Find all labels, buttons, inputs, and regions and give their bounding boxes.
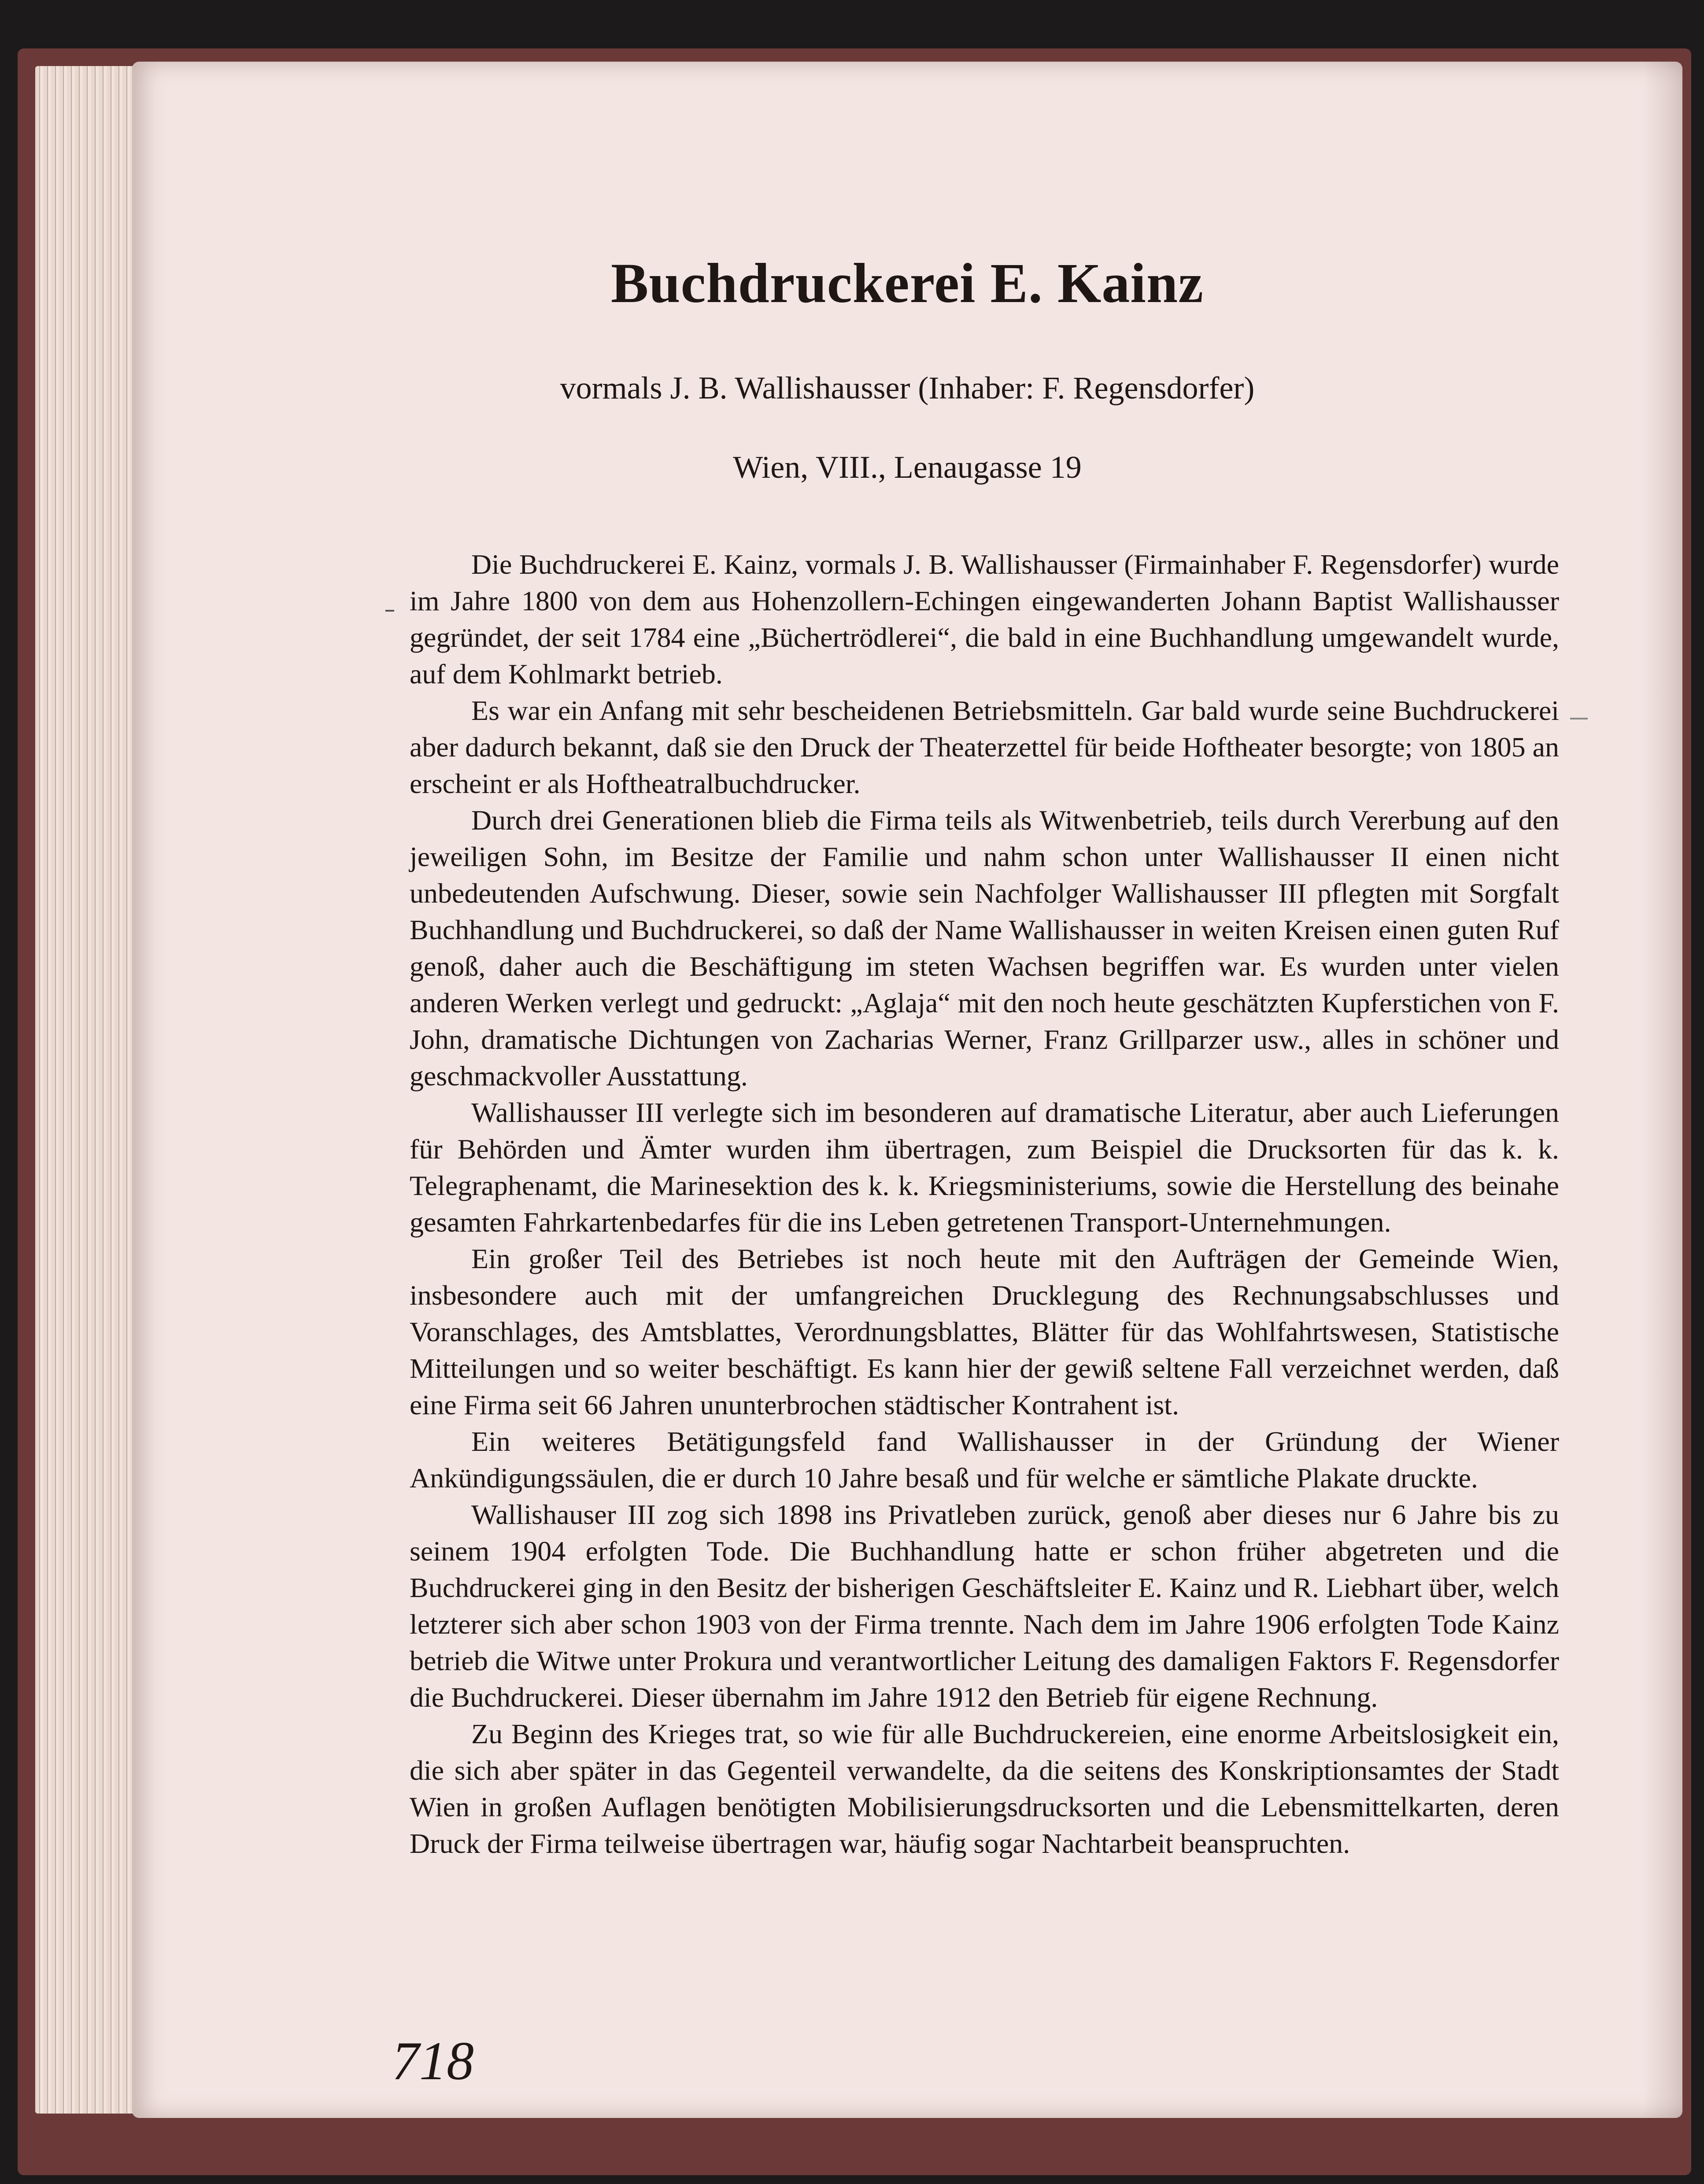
paragraph: Wallishauser III zog sich 1898 ins Privatleben zurück, genoß aber dieses nur 6 Jahre bis zu seinem 1904 erfolgten Tode. Die Buchhandlung hatte er schon früher abgetreten und die Buchdruckerei ging in den Besitz der bisherigen Geschäftsleiter E. Kainz und R. Liebhart über, welch letzterer sich aber schon 1903 von der Firma trennte. Nach dem im Jahre 1906 erfolgten Tode Kainz betrieb die Witwe unter Prokura und verantwortlicher Leitung des damaligen Faktors F. Regensdorfer die Buchdruckerei. Dieser übernahm im Jahre 1912 den Betrieb für eigene Rechnung. [410,1499,1559,1713]
paragraph: Zu Beginn des Krieges trat, so wie für alle Buchdruckereien, eine enorme Arbeitslosigkeit ein, die sich aber später in das Gegenteil verwandelte, da die seitens des Konskriptionsamtes der Stadt Wien in großen Auflagen benötigten Mobilisierungsdrucksorten und die Lebensmittelkarten, deren Druck der Firma teilweise übertragen war, häufig sogar Nachtarbeit beanspruchten. [410,1718,1559,1859]
margin-mark [385,610,394,612]
paragraph: Ein großer Teil des Betriebes ist noch heute mit den Aufträgen der Gemeinde Wien, insbesondere auch mit der umfangreichen Drucklegung des Rechnungsabschlusses und Voranschlages, des Amtsblattes, Verordnungsblattes, Blätter für das Wohlfahrtswesen, Statistische Mitteilungen und so weiter beschäftigt. Es kann hier der gewiß seltene Fall verzeichnet werden, daß eine Firma seit 66 Jahren ununterbrochen städtischer Kontrahent ist. [410,1243,1559,1420]
paragraph: Es war ein Anfang mit sehr bescheidenen Betriebsmitteln. Gar bald wurde seine Buchdruckerei aber dadurch bekannt, daß sie den Druck der Theaterzettel für beide Hoftheater besorgte; von 1805 an erscheint er als Hoftheatralbuchdrucker. [410,695,1559,799]
paragraph: Ein weiteres Betätigungsfeld fand Wallishausser in der Gründung der Wiener Ankündigungssäulen, die er durch 10 Jahre besaß und für welche er sämtliche Plakate druckte. [410,1426,1559,1494]
paragraph: Die Buchdruckerei E. Kainz, vormals J. B. Wallishausser (Firmainhaber F. Regensdorfer) wurde im Jahre 1800 von dem aus Hohenzollern-Echingen eingewanderten Johann Baptist Wallishausser gegründet, der seit 1784 eine „Büchertrödlerei“, die bald in eine Buchhandlung umgewandelt wurde, auf dem Kohlmarkt betrieb. [410,549,1559,690]
margin-mark [1570,718,1588,719]
page-number: 718 [392,2031,474,2091]
article-body [410,546,1559,1862]
company-address: Wien, VIII., Lenaugasse 19 [733,450,1082,485]
book-page [132,62,1682,2118]
page-title: Buchdruckerei E. Kainz [611,252,1204,314]
paragraph: Durch drei Generationen blieb die Firma teils als Witwenbetrieb, teils durch Vererbung auf den jeweiligen Sohn, im Besitze der Familie und nahm schon unter Wallishausser II einen nicht unbedeutenden Aufschwung. Dieser, sowie sein Nachfolger Wallishausser III pflegten mit Sorgfalt Buchhandlung und Buchdruckerei, so daß der Name Wallishausser in weiten Kreisen einen guten Ruf genoß, daher auch die Beschäftigung im steten Wachsen begriffen war. Es wurden unter vielen anderen Werken verlegt und gedruckt: „Aglaja“ mit den noch heute geschätzten Kupferstichen von F. John, dramatische Dichtungen von Zacharias Werner, Franz Grillparzer usw., alles in schöner und geschmackvoller Ausstattung. [410,804,1559,1092]
paragraph: Wallishausser III verlegte sich im besonderen auf dramatische Literatur, aber auch Lieferungen für Behörden und Ämter wurden ihm übertragen, zum Beispiel die Drucksorten für das k. k. Telegraphenamt, die Marinesektion des k. k. Kriegsministeriums, sowie die Herstellung des beinahe gesamten Fahrkartenbedarfes für die ins Leben getretenen Transport-Unternehmungen. [410,1097,1559,1238]
page-subtitle: vormals J. B. Wallishausser (Inhaber: F. Regensdorfer) [560,370,1255,406]
